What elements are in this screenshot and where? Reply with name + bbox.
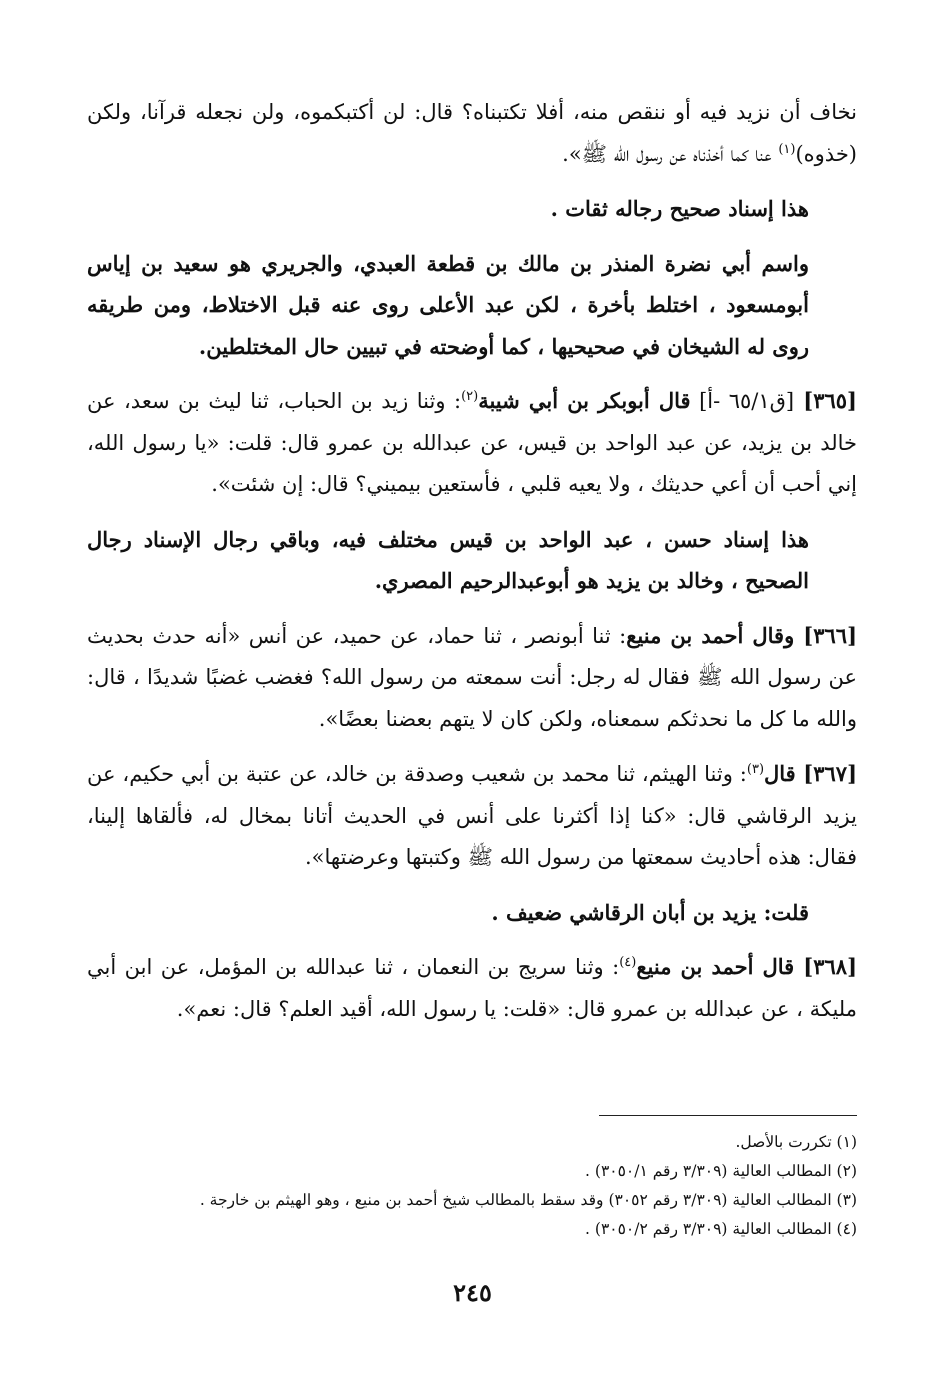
hadith-365 — [87, 380, 857, 506]
footnote: (٢) المطالب العالية (٣/٣٠٩ رقم ٣٠٥٠/١) . — [585, 1162, 857, 1180]
isnad-judgment: هذا إسناد حسن ، عبد الواحد بن قيس مختلف فيه، وباقي رجال الإسناد رجال الصحيح ، وخالد بن يزيد هو أبوعبدالرحيم المصري. — [87, 526, 809, 593]
paragraph-text: نخاف أن نزيد فيه أو ننقص منه، أفلا تكتبناه؟ قال: لن أكتبكموه، ولن نجعله قرآنا، ولكن (خذوه) — [87, 100, 857, 166]
hadith-368 — [87, 946, 857, 1030]
narrator-name: وقال أحمد بن منيع — [626, 622, 795, 648]
hadith-366 — [87, 615, 857, 741]
editor-comment: قلت: يزيد بن أبان الرقاشي ضعيف . — [491, 899, 809, 925]
footnote: (٤) المطالب العالية (٣/٣٠٩ رقم ٣٠٥٠/٢) . — [585, 1220, 857, 1238]
footnotes — [67, 1128, 857, 1244]
paragraph-continuation — [87, 92, 857, 175]
hadith-text: : وثنا الهيثم، ثنا محمد بن شعيب وصدقة بن خالد، عن عتبة بن أبي حكيم، عن يزيد الرقاشي قال: «كنا إذا أكثرنا على أنس في الحديث أتانا بمخال له، فألقاها إلينا، فقال: هذه أحاديث سمعتها من رسول الله ﷺ وكتبتها وعرضتها». — [87, 762, 857, 869]
isnad-judgment: هذا إسناد صحيح رجاله ثقات . — [550, 196, 809, 221]
narrator-name: قال أبوبكر بن أبي شيبة — [478, 388, 691, 413]
narrator-name: قال أحمد بن منيع — [636, 954, 795, 979]
narrator-name: قال — [764, 761, 796, 786]
footnote-ref: (٤) — [619, 955, 637, 970]
hadith-number: [٣٦٦] — [794, 622, 858, 648]
footnote-divider — [599, 1115, 857, 1116]
main-text — [87, 92, 857, 1043]
manuscript-ref: [ق٦٥/١ -أ] — [690, 389, 795, 413]
hadith-number: [٣٦٧] — [795, 761, 857, 786]
hadith-number: [٣٦٨] — [794, 954, 857, 979]
footnote: (٣) المطالب العالية (٣/٣٠٩ رقم ٣٠٥٢) وقد سقط بالمطالب شيخ أحمد بن منيع ، وهو الهيثم بن خارجة . — [199, 1191, 857, 1209]
hadith-number: [٣٦٥] — [794, 388, 857, 413]
hadith-text: : وثنا زيد بن الحباب، ثنا ليث بن سعد، عن خالد بن يزيد، عن عبد الواحد بن قيس، عن عبدالله بن عمرو قال: قلت: «يا رسول الله، إني أحب أن أعي حديثك ، ولا يعيه قلبي ، فأستعين بيميني؟ قال: إن شئت». — [87, 389, 857, 496]
hadith-367 — [87, 753, 857, 879]
footnote: (١) تكررت بالأصل. — [735, 1133, 857, 1151]
hadith-text: : وثنا سريج بن النعمان ، ثنا عبدالله بن المؤمل، عن ابن أبي مليكة ، عن عبدالله بن عمرو قال: «قلت: يا رسول الله، أقيد العلم؟ قال: نعم». — [87, 955, 857, 1021]
hadith-text: : ثنا أبونصر ، ثنا حماد، عن حميد، عن أنس «أنه حدث بحديث عن رسول الله ﷺ فقال له رجل: أنت سمعته من رسول الله؟ فغضب غضبًا شديدًا ، قال: والله ما كل ما نحدثكم سمعناه، ولكن كان لا يتهم بعضنا بعضًا». — [87, 623, 857, 731]
footnote-ref: (٣) — [746, 762, 765, 777]
footnote-ref: (٢) — [461, 389, 479, 404]
paragraph-text: عنا كما أخذناه عن رسول الله ﷺ». — [562, 141, 779, 166]
footnote-ref: (١) — [778, 141, 796, 157]
page-number: ٢٤٥ — [453, 1278, 492, 1307]
narrator-note: واسم أبي نضرة المنذر بن مالك بن قطعة العبدي، والجريري هو سعيد بن إياس أبومسعود ، اختلط بأخرة ، لكن عبد الأعلى روى عنه قبل الاختلاط، ومن طريقه روى له الشيخان في صحيحيها ، كما أوضحته في تبيين حال المختلطين. — [87, 250, 809, 359]
